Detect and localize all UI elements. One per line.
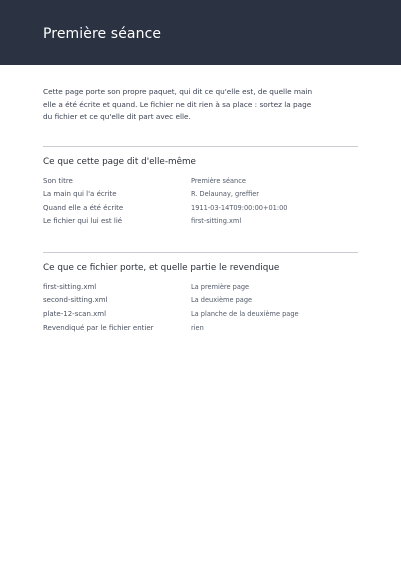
row-label: Quand elle a été écrite xyxy=(43,203,124,212)
section-divider xyxy=(43,146,358,147)
row-label: La main qui l'a écrite xyxy=(43,190,117,199)
row-value: La première page xyxy=(191,282,250,291)
row-label: first-sitting.xml xyxy=(43,282,97,291)
file-contents-section xyxy=(43,262,358,335)
page-content xyxy=(0,86,401,335)
file-contents-heading: Ce que ce fichier porte, et quelle partie le revendique xyxy=(43,262,280,273)
row-value: 1911-03-14T09:00:00+01:00 xyxy=(191,203,288,212)
page-header xyxy=(0,0,401,65)
row-value: first-sitting.xml xyxy=(191,217,242,226)
row-value: La planche de la deuxième page xyxy=(191,310,299,319)
page-title: Première séance xyxy=(43,26,162,42)
row-value: La deuxième page xyxy=(191,296,253,305)
intro-paragraph: Cette page porte son propre paquet, qui dit ce qu'elle est, de quelle main elle a été écrite et quand. Le fichier ne dit rien à sa place : sortez la page du fichier et ce qu'elle dit part avec elle. xyxy=(43,87,313,121)
row-value: rien xyxy=(191,323,204,332)
self-description-list xyxy=(43,175,358,229)
row-label: plate-12-scan.xml xyxy=(43,310,107,319)
row-value: Première séance xyxy=(191,176,246,185)
row-label: Le fichier qui lui est lié xyxy=(43,217,123,226)
row-label: Revendiqué par le fichier entier xyxy=(43,323,154,332)
self-description-heading: Ce que cette page dit d'elle-même xyxy=(43,156,196,167)
file-contents-list xyxy=(43,281,358,335)
row-value: R. Delaunay, greffier xyxy=(191,190,259,199)
self-description-section xyxy=(43,156,358,229)
row-label: Son titre xyxy=(43,176,73,185)
section-divider xyxy=(43,252,358,253)
row-label: second-sitting.xml xyxy=(43,296,108,305)
